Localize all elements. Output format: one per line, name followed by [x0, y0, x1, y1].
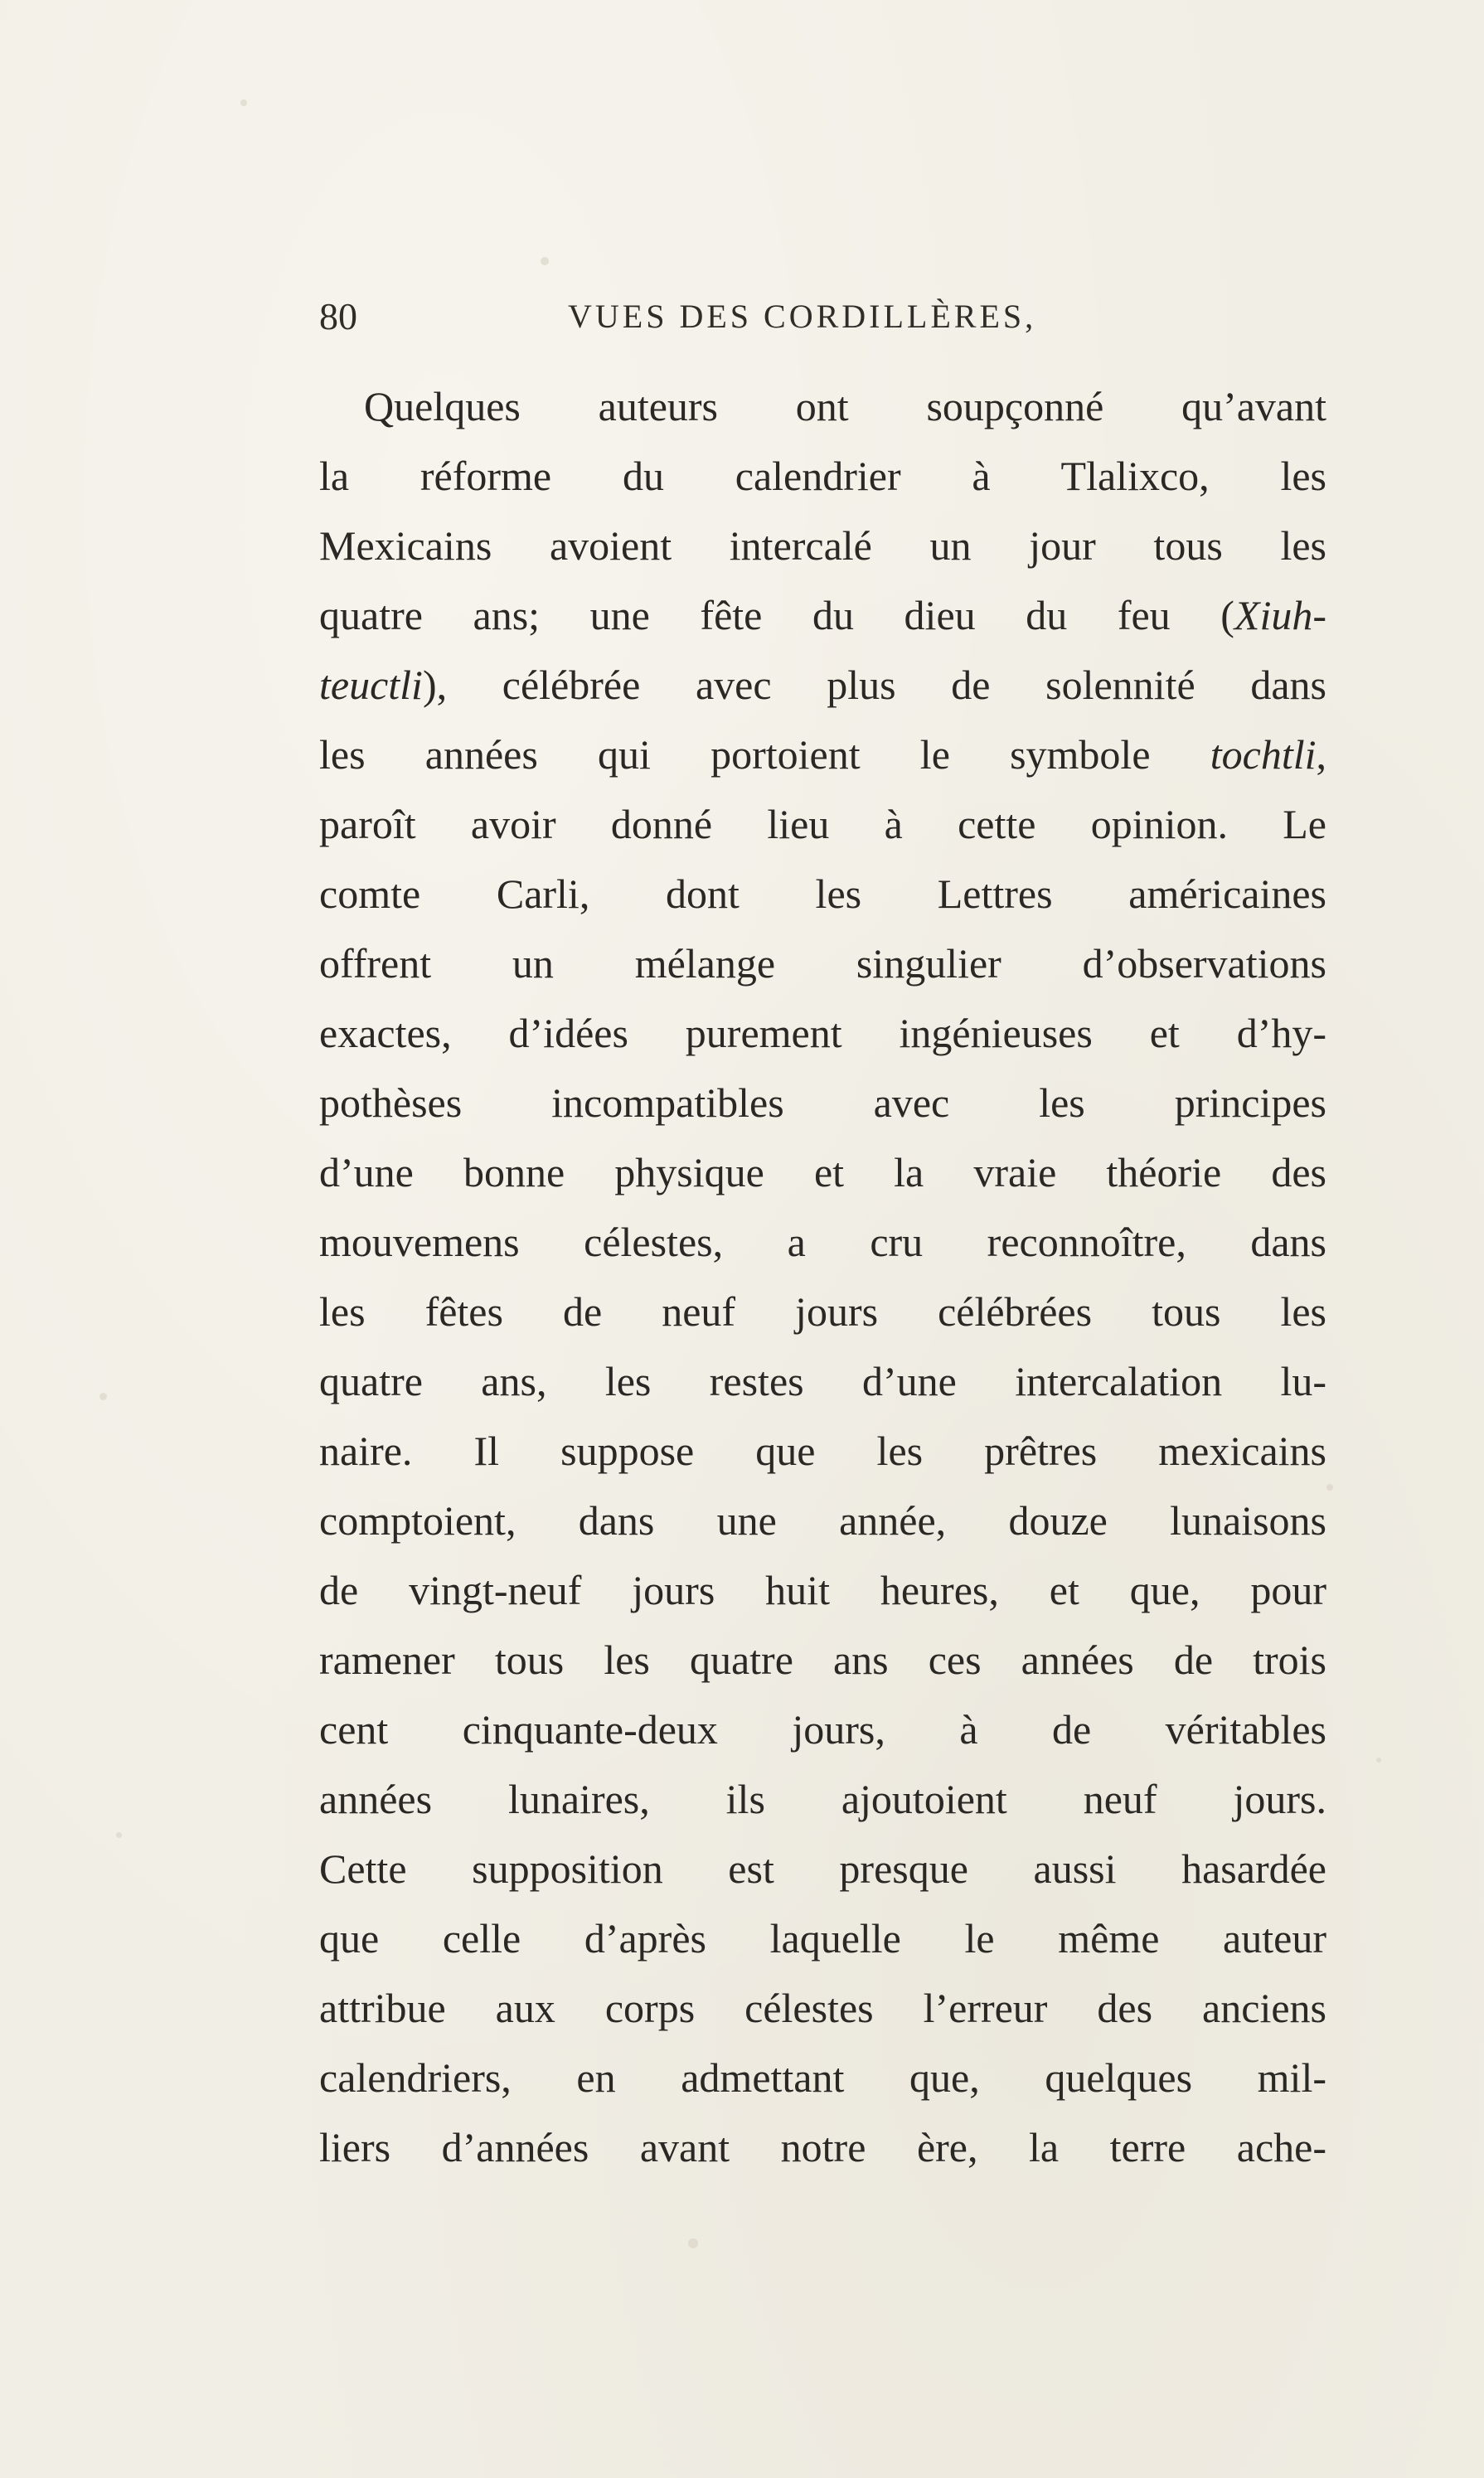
text-line [319, 720, 1326, 789]
text-run: liers d’années avant notre ère, la terre ache- [319, 2124, 1326, 2170]
text-run: Cette supposition est presque aussi hasardée [319, 1845, 1326, 1892]
text-line [319, 789, 1326, 859]
text-line [319, 371, 1326, 441]
italic-term: Xiuh- [1234, 592, 1326, 638]
body-text [319, 371, 1326, 2182]
text-line [319, 511, 1326, 580]
paper-speck [541, 257, 549, 265]
text-run: , [1316, 731, 1326, 778]
text-line [319, 1903, 1326, 1973]
text-line [319, 929, 1326, 998]
text-run: exactes, d’idées purement ingénieuses et d’hy- [319, 1010, 1326, 1056]
text-line [319, 1695, 1326, 1764]
text-run: naire. Il suppose que les prêtres mexicains [319, 1428, 1326, 1474]
text-line [319, 650, 1326, 720]
text-line [319, 2043, 1326, 2112]
text-line [319, 1625, 1326, 1695]
text-run: la réforme du calendrier à Tlalixco, les [319, 453, 1326, 499]
text-line [319, 1834, 1326, 1903]
paper-speck [688, 2238, 698, 2248]
text-line [319, 1207, 1326, 1277]
text-run: offrent un mélange singulier d’observations [319, 940, 1326, 987]
italic-term: tochtli [1210, 731, 1317, 778]
paper-speck [240, 99, 247, 106]
text-line [319, 1068, 1326, 1137]
text-line [319, 2112, 1326, 2182]
paper-speck [116, 1832, 122, 1838]
text-line [319, 1555, 1326, 1625]
paper-speck [1326, 1484, 1333, 1491]
paper-speck [1376, 1758, 1381, 1763]
text-line [319, 1486, 1326, 1555]
text-run: mouvemens célestes, a cru reconnoître, dans [319, 1219, 1326, 1265]
text-run: que celle d’après laquelle le même auteur [319, 1915, 1326, 1962]
text-run: attribue aux corps célestes l’erreur des anciens [319, 1985, 1326, 2031]
text-run: ramener tous les quatre ans ces années de trois [319, 1637, 1326, 1683]
text-run: cent cinquante-deux jours, à de véritables [319, 1706, 1326, 1753]
text-line [319, 441, 1326, 511]
italic-term: teuctli [319, 662, 423, 708]
text-run: paroît avoir donné lieu à cette opinion. Le [319, 801, 1326, 847]
text-run: Quelques auteurs ont soupçonné qu’avant [364, 383, 1326, 429]
text-line [319, 1137, 1326, 1207]
text-line [319, 1346, 1326, 1416]
text-run: ), célébrée avec plus de solennité dans [422, 662, 1326, 708]
running-title: VUES DES CORDILLÈRES, [568, 298, 1037, 335]
text-line [319, 1277, 1326, 1346]
text-run: comte Carli, dont les Lettres américaines [319, 870, 1326, 917]
text-run: années lunaires, ils ajoutoient neuf jours. [319, 1776, 1326, 1822]
text-run: quatre ans, les restes d’une intercalation lu- [319, 1358, 1326, 1404]
text-line [319, 1416, 1326, 1486]
paper-speck [99, 1393, 107, 1400]
text-run: de vingt-neuf jours huit heures, et que, pour [319, 1567, 1326, 1613]
text-line [319, 580, 1326, 650]
text-run: calendriers, en admettant que, quelques mil- [319, 2054, 1326, 2101]
text-line [319, 998, 1326, 1068]
text-line [319, 859, 1326, 929]
text-run: Mexicains avoient intercalé un jour tous les [319, 522, 1326, 569]
text-line [319, 1973, 1326, 2043]
text-run: comptoient, dans une année, douze lunaisons [319, 1497, 1326, 1544]
text-run: pothèses incompatibles avec les principes [319, 1079, 1326, 1126]
text-run: les fêtes de neuf jours célébrées tous les [319, 1288, 1326, 1335]
text-line [319, 1764, 1326, 1834]
text-run: quatre ans; une fête du dieu du feu ( [319, 592, 1234, 638]
page-number: 80 [319, 295, 357, 337]
running-head [319, 292, 1326, 342]
text-run: d’une bonne physique et la vraie théorie des [319, 1149, 1326, 1195]
text-run: les années qui portoient le symbole [319, 731, 1210, 778]
